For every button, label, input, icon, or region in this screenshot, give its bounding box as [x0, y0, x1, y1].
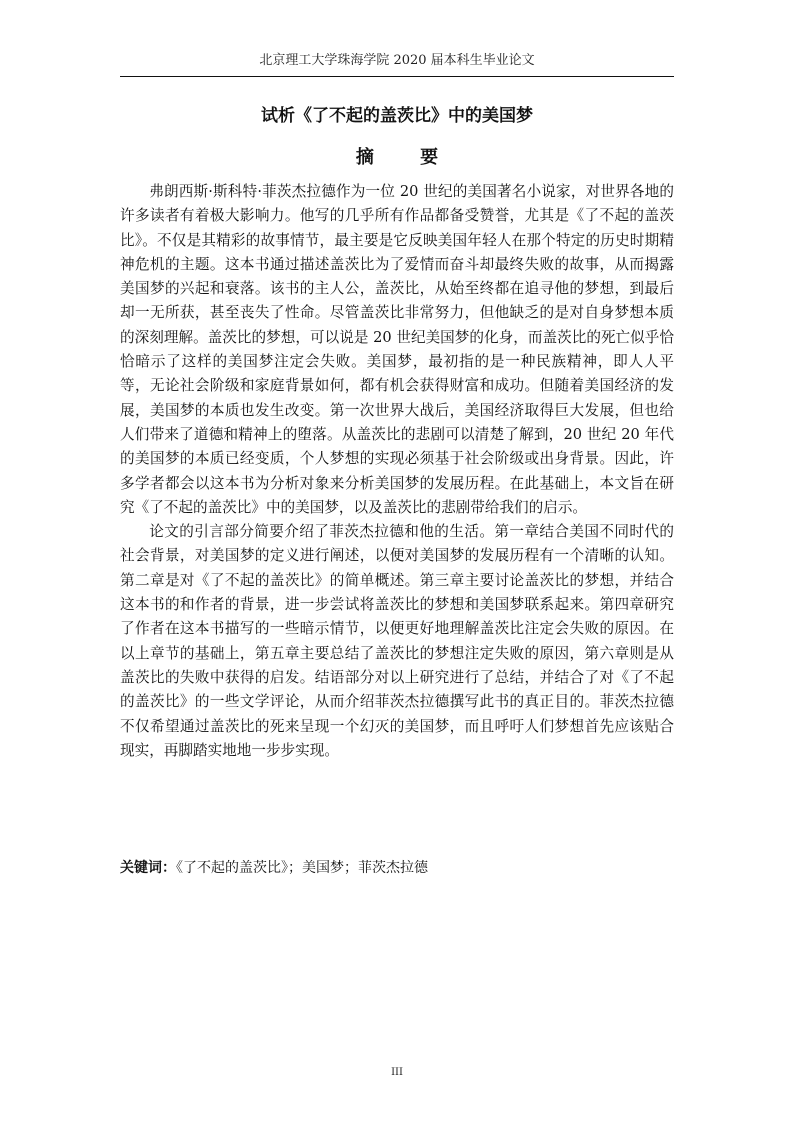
running-header: 北京理工大学珠海学院 2020 届本科生毕业论文	[259, 53, 535, 68]
abstract-paragraph-2: 论文的引言部分简要介绍了菲茨杰拉德和他的生活。第一章结合美国不同时代的社会背景，对美国梦的定义进行阐述，以便对美国梦的发展历程有一个清晰的认知。第二章是对《了不起的盖茨比》的简单概述。第三章主要讨论盖茨比的梦想，并结合这本书的和作者的背景，进一步尝试将盖茨比的梦想和美国梦联系起来。第四章研究了作者在这本书描写的一些暗示情节，以便更好地理解盖茨比注定会失败的原因。在以上章节的基础上，第五章主要总结了盖茨比的梦想注定失败的原因，第六章则是从盖茨比的失败中获得的启发。结语部分对以上研究进行了总结，并结合了对《了不起的盖茨比》的一些文学评论，从而介绍菲茨杰拉德撰写此书的真正目的。菲茨杰拉德不仅希望通过盖茨比的死来呈现一个幻灭的美国梦，而且呼吁人们梦想首先应该贴合现实，再脚踏实地地一步步实现。	[120, 523, 674, 759]
keywords-text: 《了不起的盖茨比》；美国梦；菲茨杰拉德	[176, 860, 428, 876]
keywords-label: 关键词：	[120, 860, 176, 876]
abstract-paragraph-1: 弗朗西斯·斯科特·菲茨杰拉德作为一位 20 世纪的美国著名小说家，对世界各地的许多读者有着极大影响力。他写的几乎所有作品都备受赞誉，尤其是《了不起的盖茨比》。不仅是其精彩的故事情节，最主要是它反映美国年轻人在那个特定的历史时期精神危机的主题。这本书通过描述盖茨比为了爱情而奋斗却最终失败的故事，从而揭露美国梦的兴起和衰落。该书的主人公，盖茨比，从始至终都在追寻他的梦想，到最后却一无所获，甚至丧失了性命。尽管盖茨比非常努力，但他缺乏的是对自身梦想本质的深刻理解。盖茨比的梦想，可以说是 20 世纪美国梦的化身，而盖茨比的死亡似乎恰恰暗示了这样的美国梦注定会失败。美国梦，最初指的是一种民族精神，即人人平等，无论社会阶级和家庭背景如何，都有机会获得财富和成功。但随着美国经济的发展，美国梦的本质也发生改变。第一次世界大战后，美国经济取得巨大发展，但也给人们带来了道德和精神上的堕落。从盖茨比的悲剧可以清楚了解到，20 世纪 20 年代的美国梦的本质已经变质，个人梦想的实现必须基于社会阶级或出身背景。因此，许多学者都会以这本书为分析对象来分析美国梦的发展历程。在此基础上，本文旨在研究《了不起的盖茨比》中的美国梦，以及盖茨比的悲剧带给我们的启示。	[120, 183, 674, 516]
header-divider	[120, 76, 674, 77]
page-number: III	[391, 1067, 403, 1078]
document-title: 试析《了不起的盖茨比》中的美国梦	[261, 106, 533, 126]
keywords-line	[120, 857, 674, 879]
abstract-body	[120, 180, 674, 763]
abstract-heading: 摘 要	[355, 147, 459, 168]
